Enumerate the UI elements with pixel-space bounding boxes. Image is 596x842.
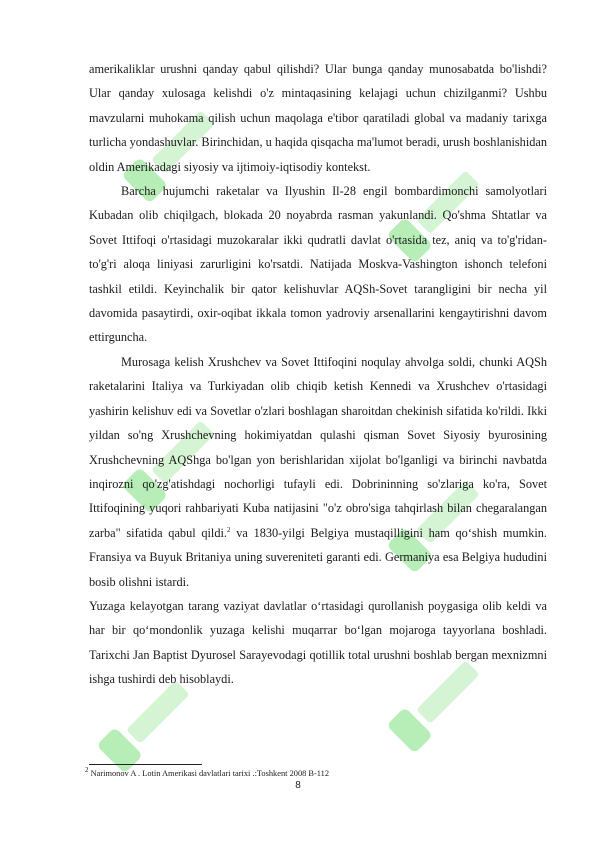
footnote-mark: 2 xyxy=(85,766,89,775)
footnote-divider xyxy=(89,764,202,765)
page-number: 8 xyxy=(295,780,301,791)
paragraph-3-text-before: Murosaga kelish Xrushchev va Sovet Ittifoqini noqulay ahvolga soldi, chunki AQSh raketalarini Italiya va Turkiyadan olib chiqib ketish Kennedi va Xrushchev o'rtasidagi yashirin kelishuv edi va Sovetlar o'zlari boshlagan sharoitdan chekinish sifatida ko'rildi. Ikki yildan so'ng Xrushchevning hokimiyatdan qulashi qisman Sovet Siyosiy byurosining Xrushchevning AQShga bo'lgan yon berishlaridan xijolat bo'lganligi va birinchi navbatda inqirozni qo'zg'atishdagi nochorligi tufayli edi. Dobrininning so'zlariga ko'ra, Sovet Ittifoqining yuqori rahbariyati Kuba natijasini "o'z obro'siga tahqirlash bilan chegaralangan zarba" sifatida qabul qildi. xyxy=(89,354,547,540)
paragraph-4: Yuzaga kelayotgan tarang vaziyat davlatlar o‘rtasidagi qurollanish poygasiga olib keldi va har bir qo‘mondonlik yuzaga kelishi muqarrar bo‘lgan mojaroga tayyorlana boshladi. Tarixchi Jan Baptist Dyurosel Sarayevodagi qotillik total urushni boshlab bergan mexnizmni ishga tushirdi deb hisoblaydi. xyxy=(89,598,547,687)
footnote-reference[interactable]: 2 xyxy=(227,525,231,534)
body-text xyxy=(89,57,547,692)
paragraph-2: Barcha hujumchi raketalar va Ilyushin Il-28 engil bombardimonchi samolyotlari Kubadan olib chiqilgach, blokada 20 noyabrda rasman yakunlandi. Qo'shma Shtatlar va Sovet Ittifoqi o'rtasidagi muzokaralar ikki qudratli davlat o'rtasida tez, aniq va to'g'ridan-to'g'ri aloqa liniyasi zarurligini ko'rsatdi. Natijada Moskva-Vashington ishonch telefoni tashkil etildi. Keyinchalik bir qator kelishuvlar AQSh-Sovet tarangligini bir necha yil davomida pasaytirdi, oxir-oqibat ikkala tomon yadroviy arsenallarini kengaytirishni davom ettirguncha. xyxy=(89,184,547,345)
paragraph-3 xyxy=(89,350,547,594)
paragraph-3-text-after: va 1830-yilgi Belgiya mustaqilligini ham qo‘shish mumkin. Fransiya va Buyuk Britaniya uning suvereniteti garanti edi. Germaniya esa Belgiya hududini bosib olishni istardi. xyxy=(89,525,547,589)
footnote xyxy=(85,768,555,779)
footnote-text: Narimonov A . Lotin Amerikasi davlatlari tarixi .:Toshkent 2008 B-112 xyxy=(88,769,330,778)
paragraph-1: amerikaliklar urushni qanday qabul qilishdi? Ular bunga qanday munosabatda bo'lishdi? Ular qanday xulosaga kelishdi o'z mintaqasining kelajagi uchun chizilganmi? Ushbu mavzularni muhokama qilish uchun maqolaga e'tibor qaratiladi global va madaniy tarixga turlicha yondashuvlar. Birinchidan, u haqida qisqacha ma'lumot beradi, urush boshlanishidan oldin Amerikadagi siyosiy va ijtimoiy-iqtisodiy kontekst. xyxy=(89,62,547,174)
